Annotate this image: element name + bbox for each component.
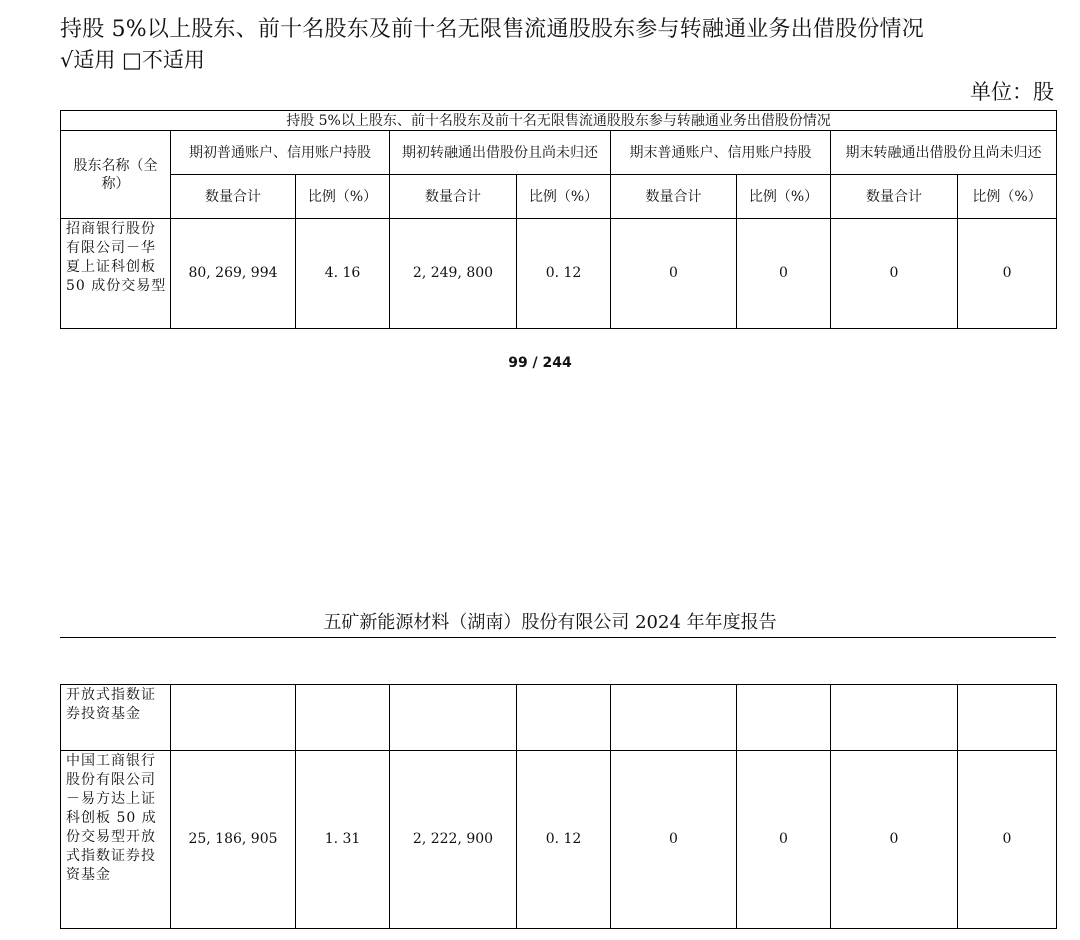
footer-rule [60,637,1056,638]
opening-holding-qty: 80, 269, 994 [171,219,296,329]
applicability-indicator: √适用 □不适用 [60,48,205,72]
opening-lent-ratio [517,685,611,751]
table-title: 持股 5%以上股东、前十名股东及前十名无限售流通股股东参与转融通业务出借股份情况 [61,111,1057,131]
section-heading: 持股 5%以上股东、前十名股东及前十名无限售流通股股东参与转融通业务出借股份情况 [60,17,924,42]
opening-holding-qty [171,685,296,751]
report-footer-title: 五矿新能源材料（湖南）股份有限公司 2024 年年度报告 [323,612,777,633]
shareholder-name: 中国工商银行股份有限公司－易方达上证科创板 50 成份交易型开放式指数证券投资基金 [66,753,157,883]
group-header-opening-holding: 期初普通账户、信用账户持股 [171,131,390,175]
closing-holding-qty: 0 [611,219,737,329]
closing-holding-ratio [737,685,831,751]
sub-header-quantity: 数量合计 [171,175,296,219]
closing-holding-qty [611,685,737,751]
closing-holding-ratio: 0 [737,219,831,329]
sub-header-ratio: 比例（%） [517,175,611,219]
closing-lent-ratio: 0 [958,751,1057,929]
group-header-opening-lent: 期初转融通出借股份且尚未归还 [390,131,611,175]
opening-holding-ratio: 1. 31 [296,751,390,929]
closing-holding-ratio: 0 [737,751,831,929]
closing-holding-qty: 0 [611,751,737,929]
sub-header-ratio: 比例（%） [737,175,831,219]
closing-lent-ratio: 0 [958,219,1057,329]
opening-lent-qty [390,685,517,751]
page-number: 99 / 244 [508,355,572,371]
shareholder-name-cell [61,219,171,329]
group-header-closing-holding: 期末普通账户、信用账户持股 [611,131,831,175]
lending-table-continued [60,684,1057,929]
shareholder-name-cell [61,685,171,751]
col-shareholder-name: 股东名称（全称） [61,131,171,219]
sub-header-ratio: 比例（%） [958,175,1057,219]
table-row [61,751,1057,929]
sub-header-quantity: 数量合计 [831,175,958,219]
sub-header-quantity: 数量合计 [611,175,737,219]
shareholder-name: 开放式指数证券投资基金 [66,687,156,722]
opening-lent-ratio: 0. 12 [517,751,611,929]
closing-lent-qty: 0 [831,751,958,929]
table-row [61,685,1057,751]
opening-lent-qty: 2, 222, 900 [390,751,517,929]
group-header-closing-lent: 期末转融通出借股份且尚未归还 [831,131,1057,175]
sub-header-ratio: 比例（%） [296,175,390,219]
shareholder-name: 招商银行股份有限公司－华夏上证科创板 50 成份交易型 [66,221,167,294]
sub-header-quantity: 数量合计 [390,175,517,219]
opening-holding-ratio [296,685,390,751]
opening-holding-ratio: 4. 16 [296,219,390,329]
unit-label: 单位：股 [970,80,1054,104]
closing-lent-qty: 0 [831,219,958,329]
closing-lent-ratio [958,685,1057,751]
shareholder-name-cell [61,751,171,929]
table-row [61,219,1057,329]
lending-table [60,110,1057,329]
closing-lent-qty [831,685,958,751]
opening-holding-qty: 25, 186, 905 [171,751,296,929]
opening-lent-qty: 2, 249, 800 [390,219,517,329]
opening-lent-ratio: 0. 12 [517,219,611,329]
